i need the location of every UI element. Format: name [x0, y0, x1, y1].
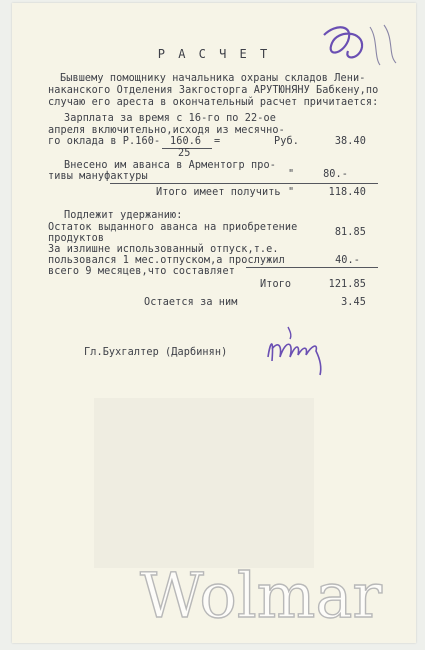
deduction-2-amount: 40.- [335, 255, 360, 266]
document-title: Р А С Ч Е Т [157, 47, 271, 61]
intro-line-2: наканского Отделения Закгосторга АРУТЮНЯНУ Бабкену,по [48, 85, 379, 96]
deduction-1-line-1: Остаток выданного аванса на приобретение [48, 222, 298, 233]
advance-line-1: Внесено им аванса в Арментогр про- [64, 160, 276, 171]
remains-label: Остается за ним [144, 297, 238, 308]
handwritten-signature [260, 321, 330, 377]
faded-photo-trace [94, 398, 314, 568]
total-due-label: Итого имеет получить [156, 187, 281, 198]
advance-underline [110, 183, 378, 184]
intro-line-3: случаю его ареста в окончательный расчет причитается: [48, 97, 379, 108]
advance-line-2: тивы мануфактуры [48, 171, 148, 182]
document-page [12, 3, 416, 643]
remains-amount: 3.45 [341, 297, 366, 308]
deductions-total-label: Итого [260, 279, 292, 290]
intro-line-1: Бывшему помощнику начальника охраны складов Лени- [60, 73, 366, 84]
salary-amount: 38.40 [334, 136, 366, 147]
deductions-underline [246, 267, 378, 268]
deduction-2-line-1: За излишне использованный отпуск,т.е. [48, 244, 279, 255]
deduction-2-line-3: всего 9 месяцев,что составляет [48, 266, 236, 277]
advance-amount: 80.- [323, 169, 348, 180]
handwritten-number-text: 85 [336, 49, 338, 50]
salary-line-1: Зарплата за время с 16-го по 22-ое [64, 113, 276, 124]
ditto-mark-2: " [288, 187, 295, 198]
signature-line: Гл.Бухгалтер (Дарбинян) [84, 347, 228, 358]
fraction-minus: - [154, 136, 161, 147]
handwritten-number-mark [318, 21, 400, 69]
total-due-amount: 118.40 [328, 187, 366, 198]
deduction-1-amount: 81.85 [334, 227, 366, 238]
salary-line-2: апреля включительно,исходя из месячно- [48, 125, 285, 136]
salary-line-3: го оклада в Р.160 [48, 136, 154, 147]
deduction-1-line-2: продуктов [48, 233, 105, 244]
fraction-times: = [214, 136, 221, 147]
deductions-header: Подлежит удержанию: [64, 210, 183, 221]
deductions-total-amount: 121.85 [328, 279, 366, 290]
wolmar-watermark [136, 559, 406, 629]
svg-text:Wolmar: Wolmar [140, 559, 383, 629]
salary-currency: Руб. [274, 136, 299, 147]
fraction-numerator: 160.6 [170, 136, 202, 147]
fraction-denominator: 25 [178, 148, 191, 159]
ditto-mark-1: " [288, 169, 295, 180]
deduction-2-line-2: пользовался 1 мес.отпуском,а прослужил [48, 255, 285, 266]
